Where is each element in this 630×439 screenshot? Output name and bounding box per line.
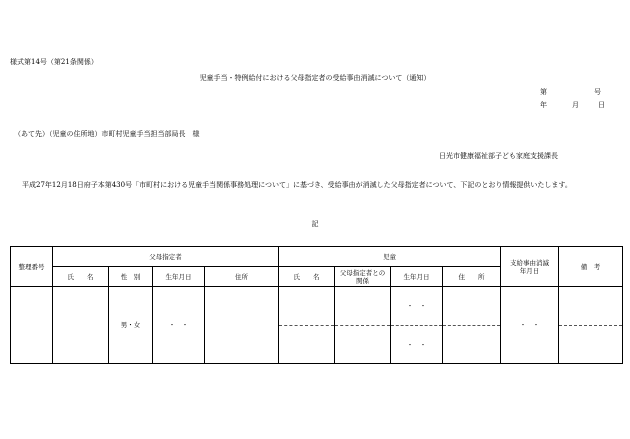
document-title: 児童手当・特例給付における父母指定者の受給事由消滅について（通知） (199, 74, 431, 82)
header-parent-group: 父母指定者 (53, 247, 279, 267)
cell-end-date: ・ ・ (501, 287, 559, 364)
header-child-relation: 父母指定者との関係 (335, 267, 391, 287)
cell-parent-sex: 男・女 (109, 287, 153, 364)
cell-parent-name (53, 287, 109, 364)
header-parent-name: 氏 名 (53, 267, 109, 287)
header-child-birthdate: 生年月日 (391, 267, 443, 287)
cell-remarks-2 (559, 326, 623, 364)
cell-parent-birthdate: ・ ・ (153, 287, 205, 364)
month-label: 月 (572, 101, 579, 109)
cell-child1-relation (335, 287, 391, 326)
cell-child1-address (443, 287, 501, 326)
sender: 日光市健康福祉部子ども家庭支援課長 (439, 152, 558, 160)
number-suffix: 号 (594, 88, 601, 96)
number-label: 第 (540, 88, 547, 96)
header-child-group: 児童 (279, 247, 501, 267)
header-parent-address: 住所 (205, 267, 279, 287)
addressee: （あて先）（児童の住所地）市町村児童手当担当部局長 様 (14, 130, 200, 138)
cell-child1-name (279, 287, 335, 326)
cell-parent-address (205, 287, 279, 364)
info-table (10, 246, 623, 364)
body-text: 平成27年12月18日府子本第430号「市町村における児童手当関係事務処理について」に基づき、受給事由が消滅した父母指定者について、下記のとおり情報提供いたします。 (22, 181, 572, 189)
cell-id (11, 287, 53, 364)
cell-child2-name (279, 326, 335, 364)
header-child-address: 住 所 (443, 267, 501, 287)
header-child-name: 氏 名 (279, 267, 335, 287)
header-parent-birthdate: 生年月日 (153, 267, 205, 287)
cell-child2-address (443, 326, 501, 364)
header-parent-sex: 性 別 (109, 267, 153, 287)
form-number: 様式第14号（第21条関係） (10, 58, 98, 66)
cell-child1-birthdate: ・ ・ (391, 287, 443, 326)
header-id: 整理番号 (11, 247, 53, 287)
header-end-date: 支給事由消滅年月日 (501, 247, 559, 287)
cell-remarks-1 (559, 287, 623, 326)
cell-child2-birthdate: ・ ・ (391, 326, 443, 364)
header-remarks: 備 考 (559, 247, 623, 287)
ki-heading: 記 (311, 220, 319, 228)
cell-child2-relation (335, 326, 391, 364)
year-label: 年 (540, 101, 547, 109)
day-label: 日 (598, 101, 605, 109)
